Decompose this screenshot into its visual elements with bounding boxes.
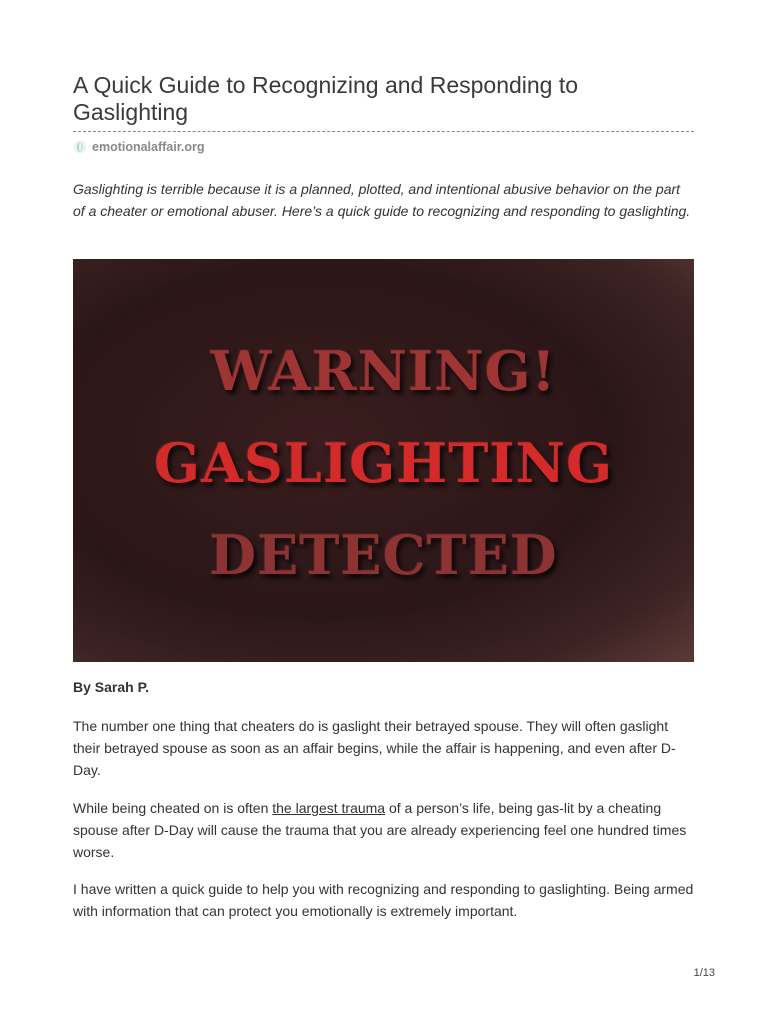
source-label[interactable] xyxy=(73,138,205,156)
paragraph-2-start: While being cheated on is often xyxy=(73,800,273,816)
page-number: 1/13 xyxy=(693,967,715,979)
paragraph-2-end: of a person’s life, being gas-lit by a cheating spouse after D-Day will cause the trauma that you are already experiencing feel one hundred times worse. xyxy=(73,800,687,860)
hero-line-detected: DETECTED xyxy=(209,523,558,587)
hero-line-gaslighting: GASLIGHTING xyxy=(153,431,614,495)
hero-line-warning: WARNING! xyxy=(210,339,557,403)
favicon-icon xyxy=(73,140,87,154)
paragraph-3: I have written a quick guide to help you with recognizing and responding to gaslighting. Being armed with information that can protect you emotionally is extremely important. xyxy=(73,881,694,919)
article-title: A Quick Guide to Recognizing and Responding to Gaslighting xyxy=(73,72,579,125)
intro-text: Gaslighting is terrible because it is a planned, plotted, and intentional abusive behavior on the part of a cheater or emotional abuser. Here’s a quick guide to recognizing and responding to gaslighting. xyxy=(73,181,691,219)
hero-image xyxy=(73,259,694,662)
title-divider xyxy=(73,131,694,132)
paragraph-2 xyxy=(73,797,694,863)
author-byline: By Sarah P. xyxy=(73,679,150,695)
largest-trauma-link[interactable]: the largest trauma xyxy=(272,800,386,816)
source-domain: emotionalaffair.org xyxy=(92,140,205,154)
paragraph-1: The number one thing that cheaters do is gaslight their betrayed spouse. They will often gaslight their betrayed spouse as soon as an affair begins, while the affair is happening, and even after D-Day. xyxy=(73,718,676,778)
